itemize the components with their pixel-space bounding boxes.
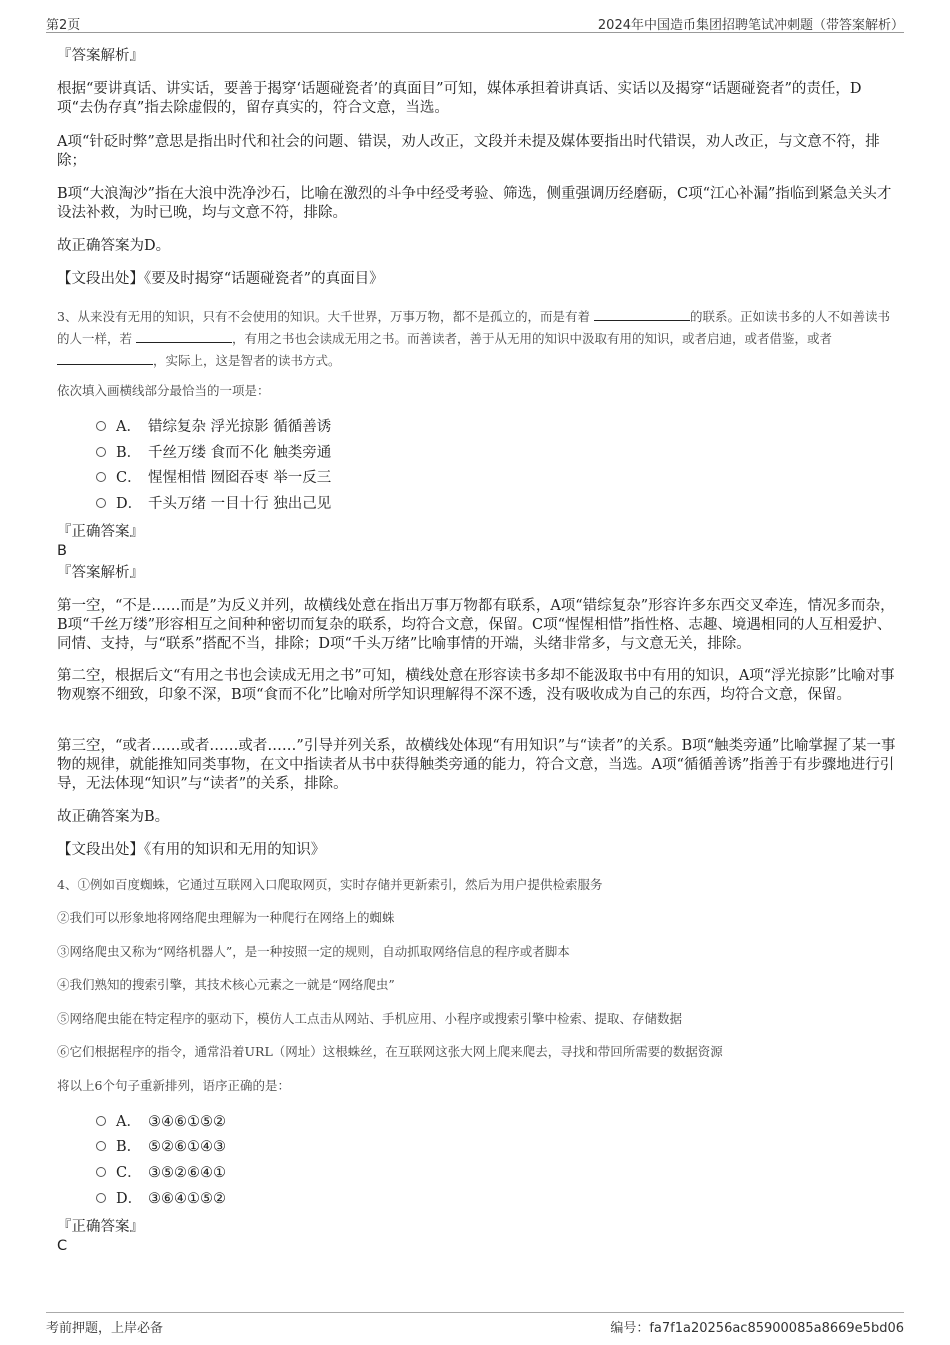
q4-option-d[interactable]: D． ③⑥④①⑤② (96, 1188, 226, 1210)
q3-option-c[interactable]: C． 惺惺相惜 囫囵吞枣 举一反三 (96, 467, 331, 489)
q2-analysis-para3: B项“大浪淘沙”指在大浪中洗净沙石，比喻在激烈的斗争中经受考验、筛选，侧重强调历经磨砺，C项“江心补漏”指临到紧急关头才设法补救，为时已晚，均与文意不符，排除。 (57, 186, 892, 221)
q4-sentence-6: ⑥它们根据程序的指令，通常沿着URL（网址）这根蛛丝，在互联网这张大网上爬来爬去，寻找和带回所需要的数据资源 (57, 1044, 723, 1059)
radio-icon[interactable] (96, 472, 106, 482)
q2-analysis-para1: 根据“要讲真话、讲实话，要善于揭穿‘话题碰瓷者’的真面目”可知，媒体承担着讲真话、实话以及揭穿“话题碰瓷者”的责任，D项“去伪存真”指去除虚假的，留存真实的，符合文意，当选。 (57, 81, 862, 116)
q3-analysis-para3: 第三空，“或者……或者……或者……”引导并列关系，故横线处体现“有用知识”与“读者”的关系。B项“触类旁通”比喻掌握了某一事物的规律，就能推知同类事物，在文中指读者从书中获得触类旁通的能力，符合文意，当选。A项“循循善诱”指善于有步骤地进行引导，无法体现“知识”与“读者”的关系，排除。 (57, 738, 896, 792)
fill-blank-3 (57, 352, 153, 365)
radio-icon[interactable] (96, 421, 106, 431)
radio-icon[interactable] (96, 447, 106, 457)
q3-stem: 3、从来没有无用的知识，只有不会使用的知识。大千世界，万事万物，都不是孤立的，而是有着 的联系。正如读书多的人不如善读书的人一样，若 ，有用之书也会读成无用之书。而善读者，善于从无用的知识中汲取有用的知识，或者启迪，或者借鉴，或者 ，实际上，这是智者的读书方式。 (57, 309, 890, 368)
page-header (46, 12, 904, 33)
fill-blank-1 (594, 308, 690, 321)
q3-conclusion: 故正确答案为B。 (57, 809, 170, 825)
q2-conclusion: 故正确答案为D。 (57, 238, 171, 254)
q3-answer-label: 『正确答案』 (57, 524, 144, 540)
page-number: 第2页 (46, 18, 81, 33)
q3-option-d[interactable]: D． 千头万绪 一目十行 独出己见 (96, 493, 331, 515)
page-footer (46, 1312, 904, 1337)
q3-option-a[interactable]: A． 错综复杂 浮光掠影 循循善诱 (96, 416, 331, 438)
q2-analysis-label: 『答案解析』 (57, 48, 144, 64)
q4-answer-label: 『正确答案』 (57, 1219, 144, 1235)
q3-prompt: 依次填入画横线部分最恰当的一项是： (57, 383, 270, 398)
document-id: 编号：fa7f1a20256ac85900085a8669e5bd06 (610, 1321, 904, 1336)
q4-sentence-5: ⑤网络爬虫能在特定程序的驱动下，模仿人工点击从网站、手机应用、小程序或搜索引擎中检索、提取、存储数据 (57, 1011, 683, 1026)
q3-option-b[interactable]: B． 千丝万缕 食而不化 触类旁通 (96, 442, 331, 464)
q3-answer: B (57, 543, 67, 559)
q4-sentence-4: ④我们熟知的搜索引擎，其技术核心元素之一就是“网络爬虫” (57, 977, 395, 992)
fill-blank-2 (136, 330, 232, 343)
q4-sentence-1: 4、①例如百度蜘蛛，它通过互联网入口爬取网页，实时存储并更新索引，然后为用户提供检索服务 (57, 877, 603, 892)
q3-analysis-para2: 第二空，根据后文“有用之书也会读成无用之书”可知，横线处意在形容读书多却不能汲取书中有用的知识，A项“浮光掠影”比喻对事物观察不细致，印象不深，B项“食而不化”比喻对所学知识理解得不深不透，没有吸收成为自己的东西，均符合文意，保留。 (57, 668, 895, 703)
q3-analysis-para1: 第一空，“不是……而是”为反义并列，故横线处意在指出万事万物都有联系，A项“错综复杂”形容许多东西交叉牵连，情况多而杂，B项“千丝万缕”形容相互之间种种密切而复杂的联系，均符合文意，保留。C项“惺惺相惜”指性格、志趣、境遇相同的人互相爱护、同情、支持，与“联系”搭配不当，排除；D项“千头万绪”比喻事情的开端，头绪非常多，与文意无关，排除。 (57, 598, 895, 652)
q3-source: 【文段出处】《有用的知识和无用的知识》 (57, 842, 326, 858)
q4-option-a[interactable]: A． ③④⑥①⑤② (96, 1111, 226, 1133)
document-title: 2024年中国造币集团招聘笔试冲刺题（带答案解析） (597, 18, 904, 33)
q3-analysis-label: 『答案解析』 (57, 565, 144, 581)
q4-answer: C (57, 1238, 68, 1254)
q4-option-c[interactable]: C． ③⑤②⑥④① (96, 1162, 226, 1184)
q4-prompt: 将以上6个句子重新排列，语序正确的是： (57, 1078, 290, 1093)
q2-source: 【文段出处】《要及时揭穿“话题碰瓷者”的真面目》 (57, 271, 384, 287)
radio-icon[interactable] (96, 1193, 106, 1203)
q4-sentence-2: ②我们可以形象地将网络爬虫理解为一种爬行在网络上的蜘蛛 (57, 910, 395, 925)
radio-icon[interactable] (96, 1116, 106, 1126)
q4-option-b[interactable]: B． ⑤②⑥①④③ (96, 1136, 226, 1158)
q2-analysis-para2: A项“针砭时弊”意思是指出时代和社会的问题、错误，劝人改正，文段并未提及媒体要指出时代错误，劝人改正，与文意不符，排除； (57, 134, 880, 169)
radio-icon[interactable] (96, 498, 106, 508)
footer-slogan: 考前押题，上岸必备 (46, 1321, 164, 1336)
radio-icon[interactable] (96, 1167, 106, 1177)
q4-sentence-3: ③网络爬虫又称为“网络机器人”，是一种按照一定的规则，自动抓取网络信息的程序或者脚本 (57, 944, 570, 959)
radio-icon[interactable] (96, 1141, 106, 1151)
